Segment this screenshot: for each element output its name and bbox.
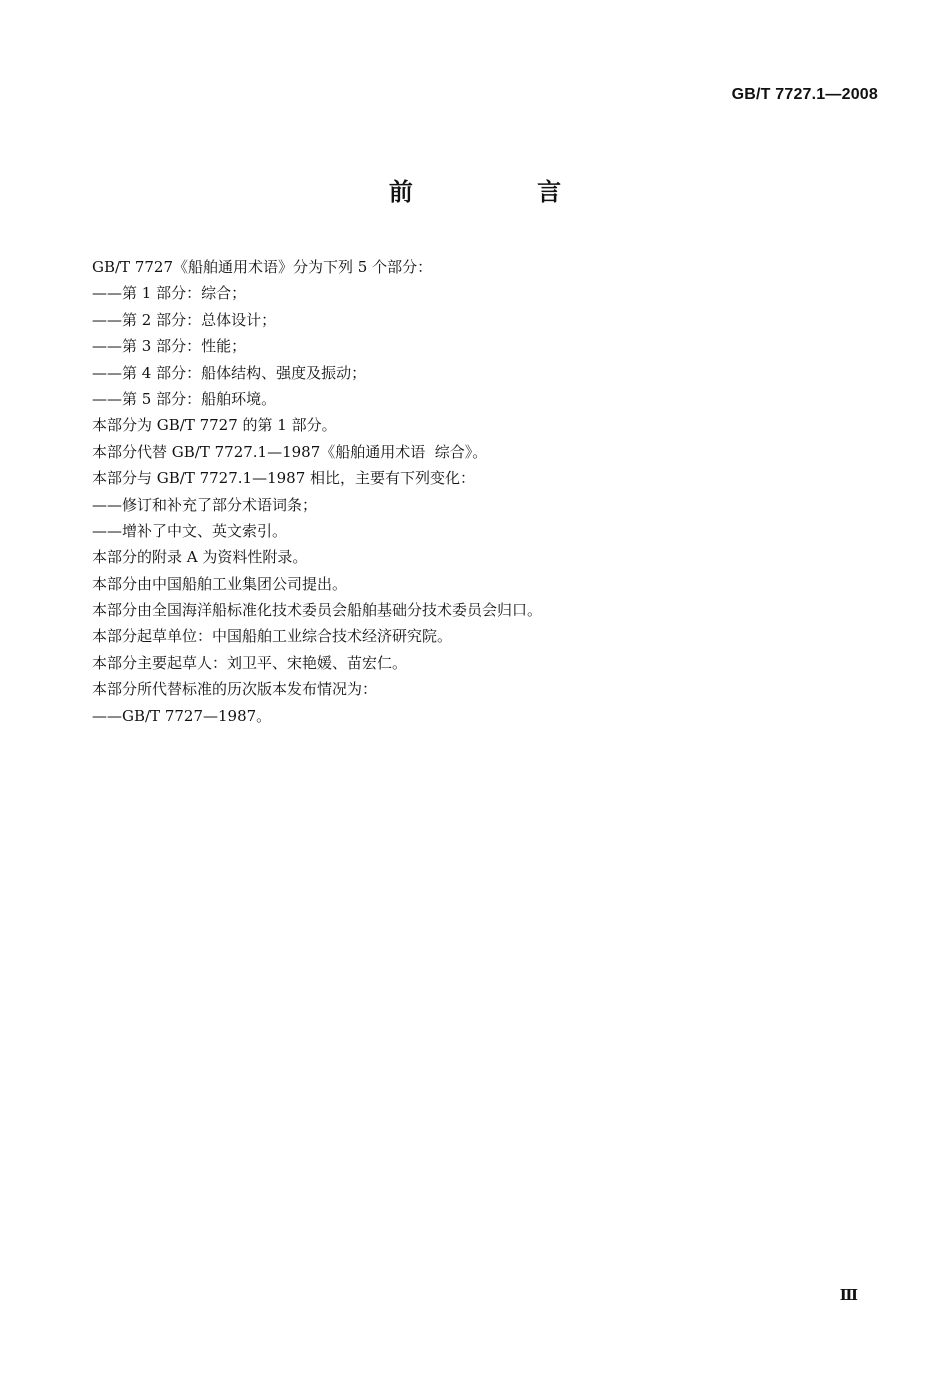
foreword-body xyxy=(92,254,872,729)
paragraph-line: ——第 5 部分：船舶环境。 xyxy=(92,389,277,408)
paragraph-line: 本部分的附录 A 为资料性附录。 xyxy=(92,548,308,567)
paragraph-line: 本部分起草单位：中国船舶工业综合技术经济研究院。 xyxy=(92,627,453,646)
paragraph-line: 本部分为 GB/T 7727 的第 1 部分。 xyxy=(92,416,337,435)
page-title: 前 言 xyxy=(388,178,620,206)
paragraph-line: ——第 3 部分：性能； xyxy=(92,337,247,356)
page-number: Ⅲ xyxy=(839,1286,858,1304)
paragraph-line: ——第 2 部分：总体设计； xyxy=(92,310,277,329)
paragraph-line: 本部分主要起草人：刘卫平、宋艳媛、苗宏仁。 xyxy=(92,653,408,672)
paragraph-line: 本部分所代替标准的历次版本发布情况为： xyxy=(92,680,378,699)
paragraph-line: 本部分由全国海洋船标准化技术委员会船舶基础分技术委员会归口。 xyxy=(92,601,543,620)
paragraph-line: ——修订和补充了部分术语词条； xyxy=(92,495,318,514)
paragraph-line: 本部分代替 GB/T 7727.1—1987《船舶通用术语 综合》。 xyxy=(92,442,488,461)
paragraph-line: GB/T 7727《船舶通用术语》分为下列 5 个部分： xyxy=(92,258,433,276)
paragraph-line: ——GB/T 7727—1987。 xyxy=(92,706,272,725)
paragraph-line: 本部分由中国船舶工业集团公司提出。 xyxy=(92,574,348,593)
paragraph-line: ——增补了中文、英文索引。 xyxy=(92,521,288,540)
paragraph-line: 本部分与 GB/T 7727.1—1987 相比，主要有下列变化： xyxy=(92,469,476,488)
standard-code: GB/T 7727.1—2008 xyxy=(731,86,878,103)
paragraph-line: ——第 4 部分：船体结构、强度及振动； xyxy=(92,363,367,382)
paragraph-line: ——第 1 部分：综合； xyxy=(92,284,247,303)
